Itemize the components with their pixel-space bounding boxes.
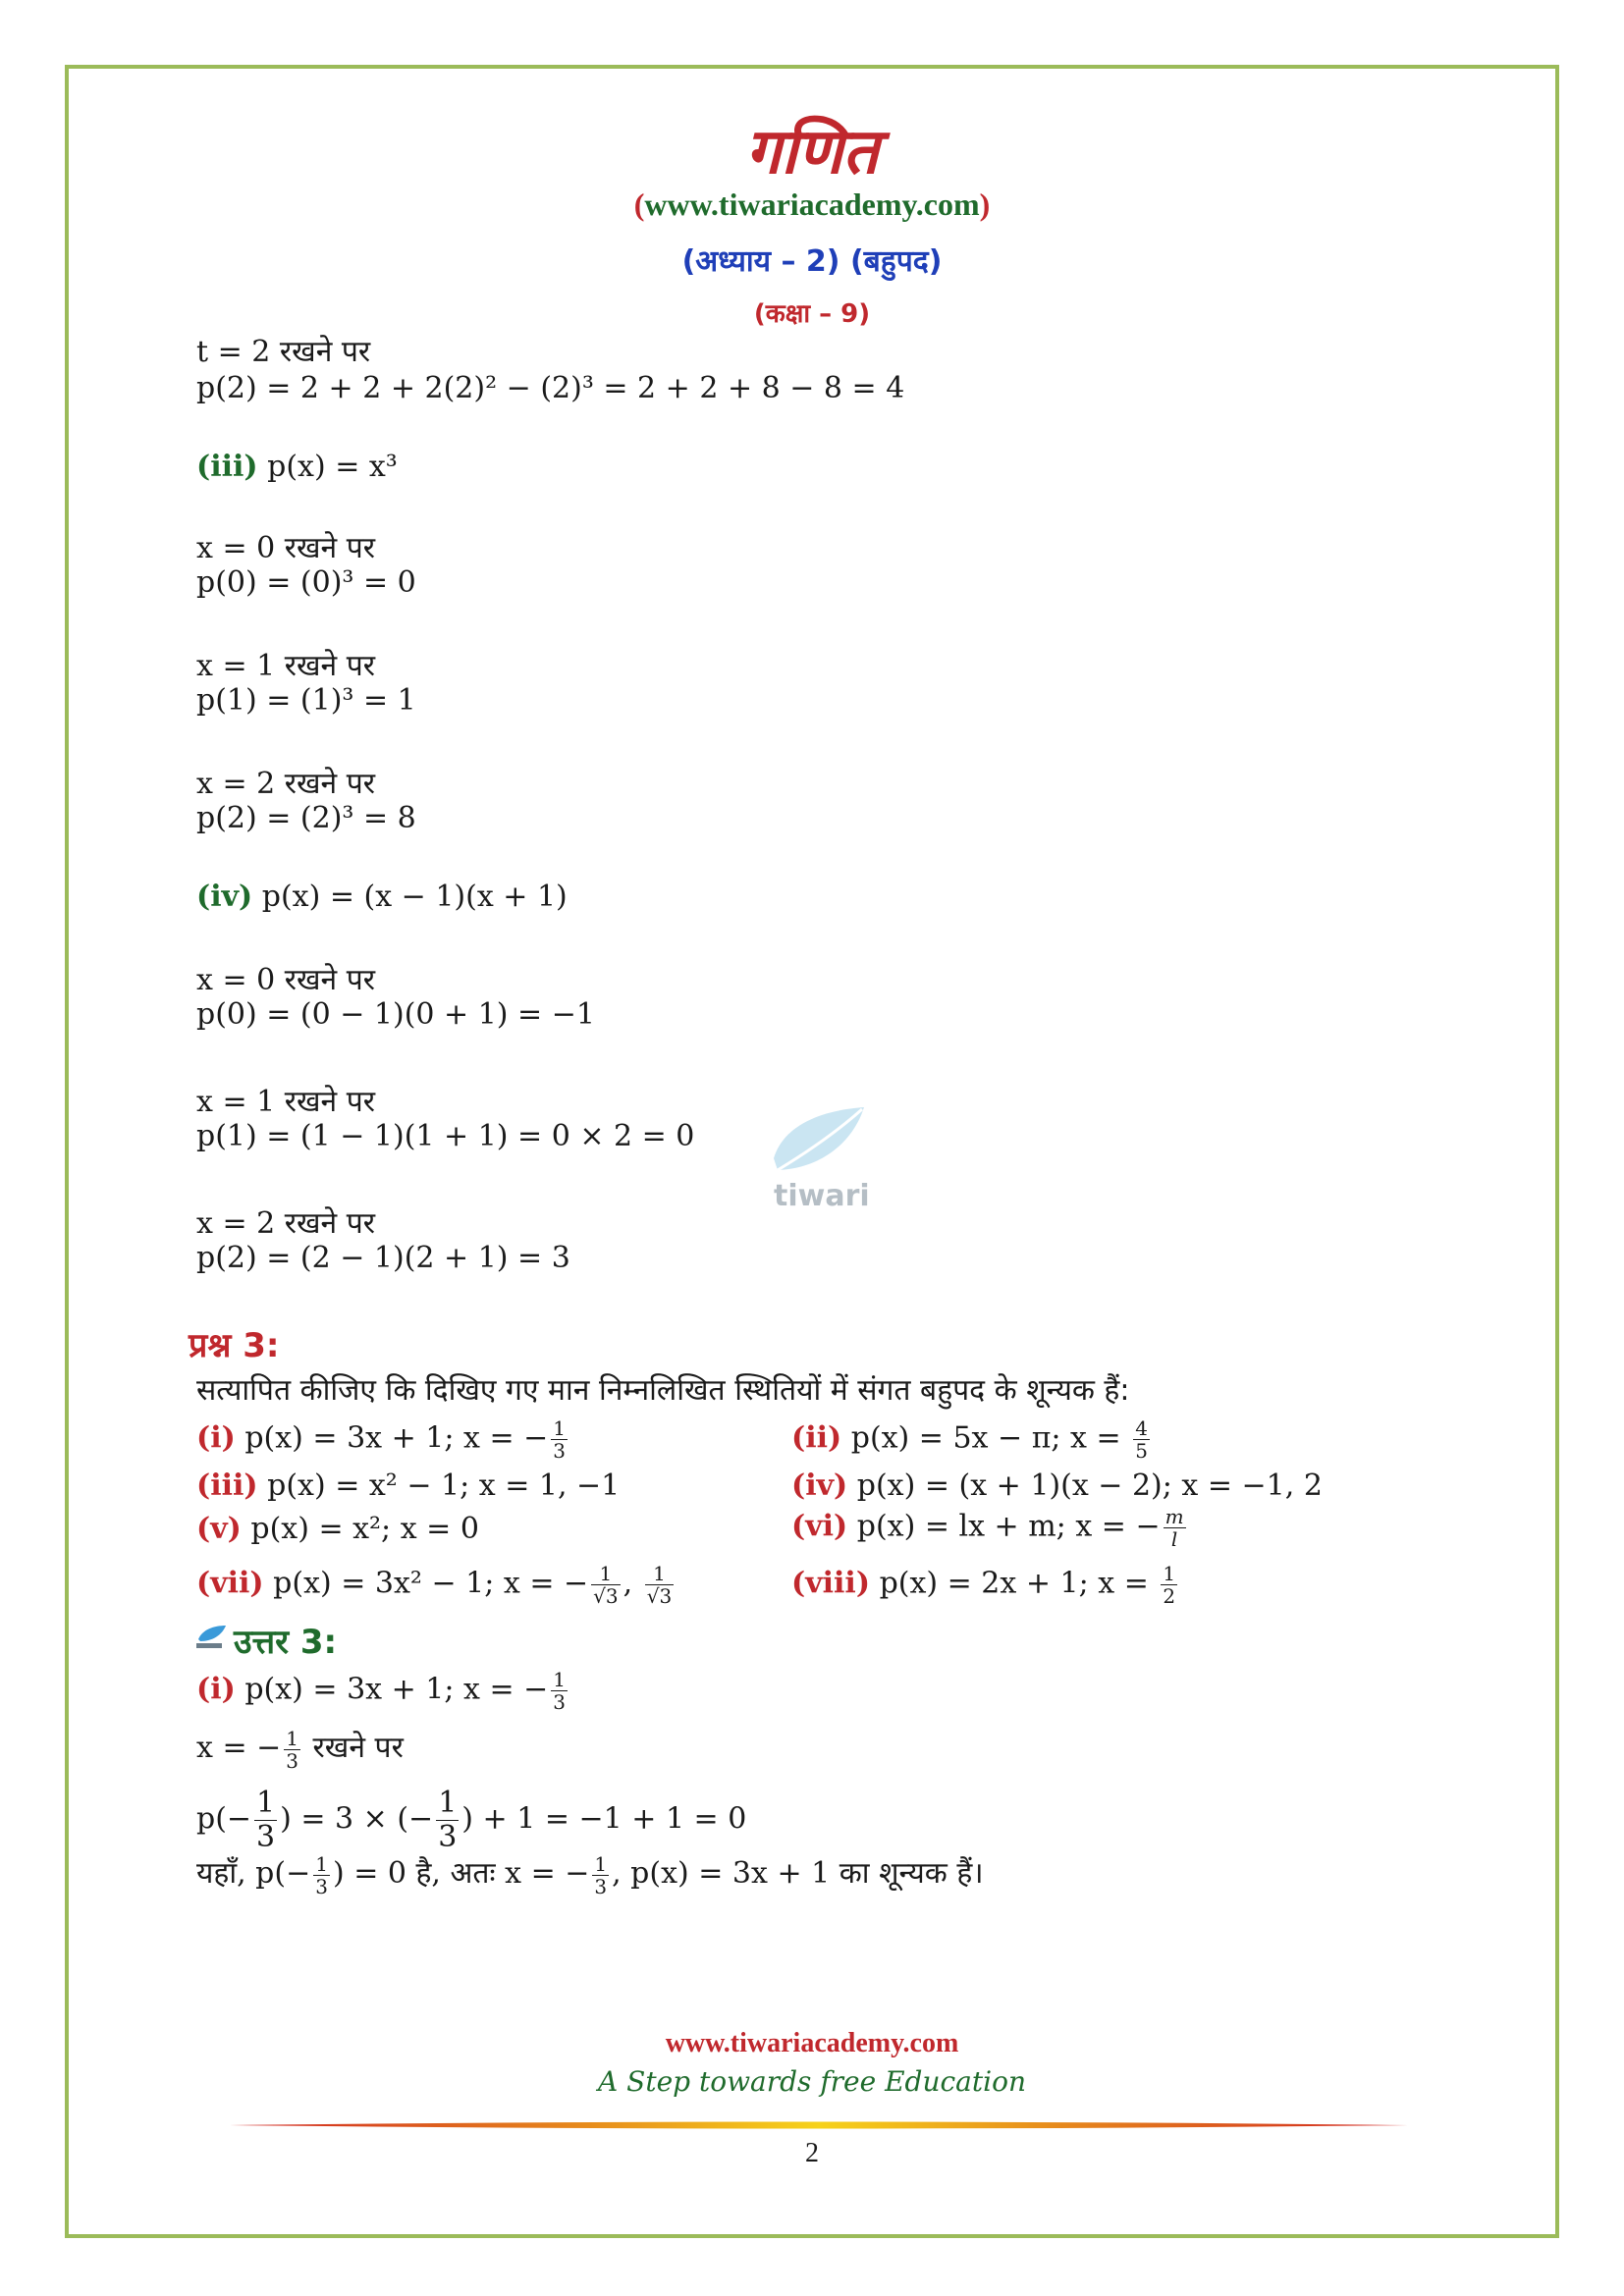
answer-heading: उत्तर 3:	[234, 1623, 338, 1662]
answer-i-label: (i)	[196, 1672, 236, 1707]
class-label: (कक्षा – 9)	[753, 299, 871, 329]
x2-eval-a: p(2) = (2)³ = 8	[196, 801, 416, 835]
q-item-expr: p(x) = 3x + 1; x = −	[244, 1420, 549, 1456]
tiwari-logo-watermark	[756, 1099, 874, 1217]
site-paren-open: (	[633, 187, 645, 222]
q-item-label: (vii)	[196, 1566, 264, 1601]
q-item-v	[196, 1512, 479, 1546]
fraction: $\frac{1}{√3}$	[646, 1562, 673, 1608]
fraction: $\frac{m}{l}$	[1164, 1505, 1184, 1551]
q-item-expr: p(x) = (x + 1)(x − 2); x = −1, 2	[856, 1468, 1323, 1503]
fraction: $\frac{1}{√3}$	[593, 1562, 619, 1608]
q-item-label: (vi)	[791, 1509, 848, 1544]
q-item-label: (viii)	[791, 1566, 871, 1601]
q-item-label: (iv)	[791, 1468, 848, 1503]
q-item-iii	[196, 1468, 620, 1503]
q-item-expr: p(x) = x²; x = 0	[250, 1512, 479, 1546]
question-text: सत्यापित कीजिए कि दिखिए गए मान निम्नलिखित स्थितियों में संगत बहुपद के शून्यक हैं:	[196, 1373, 1130, 1408]
t2-put: t = 2 रखने पर	[196, 335, 371, 369]
page-number: 2	[805, 2138, 819, 2168]
fraction: $\frac{1}{3}$	[286, 1726, 298, 1773]
answer-eval: p(− $\frac{1}{3}$ ) = 3 × (− $\frac{1}{3}$ ) + 1 = −1 + 1 = 0	[196, 1786, 747, 1854]
x0-put-b: x = 0 रखने पर	[196, 963, 376, 997]
logo-text: tiwari	[774, 1179, 870, 1213]
x0-eval-b: p(0) = (0 − 1)(0 + 1) = −1	[196, 997, 595, 1032]
footer-divider	[230, 2120, 1408, 2130]
q-item-iv	[791, 1468, 1323, 1503]
q-item-expr: p(x) = 5x − π; x =	[850, 1420, 1131, 1456]
footer-url: www.tiwariacademy.com	[665, 2028, 959, 2058]
fraction: $\frac{1}{3}$	[553, 1668, 567, 1714]
q-item-vii	[196, 1563, 677, 1607]
chapter-label: (अध्याय – 2) (बहुपद)	[681, 244, 943, 279]
part-iv-label: (iv)	[196, 880, 253, 914]
fraction: $\frac{1}{2}$	[1163, 1562, 1176, 1608]
fraction: $\frac{1}{3}$	[315, 1851, 328, 1898]
x0-eval-a: p(0) = (0)³ = 0	[196, 565, 416, 600]
tiwari-small-logo-icon	[194, 1624, 228, 1651]
part-iii-label: (iii)	[196, 450, 258, 484]
part-iii-poly: p(x) = x³	[267, 450, 398, 484]
x2-put-a: x = 2 रखने पर	[196, 767, 376, 801]
t2-eval: p(2) = 2 + 2 + 2(2)² − (2)³ = 2 + 2 + 8 − 8 = 4	[196, 371, 905, 405]
q-item-expr: p(x) = 3x² − 1; x = −	[273, 1566, 589, 1601]
q-item-expr: p(x) = x² − 1; x = 1, −1	[267, 1468, 621, 1503]
question-heading: प्रश्न 3:	[189, 1326, 280, 1365]
footer-tagline: A Step towards free Education	[598, 2065, 1026, 2098]
fraction: $\frac{1}{3}$	[594, 1851, 608, 1898]
comma: ,	[623, 1566, 633, 1601]
x1-put-a: x = 1 रखने पर	[196, 649, 376, 683]
site-paren-close: )	[979, 187, 991, 222]
q-item-i	[196, 1417, 570, 1462]
fraction: $\frac{1}{3}$	[553, 1416, 567, 1463]
q-item-label: (v)	[196, 1512, 242, 1546]
x0-put-a: x = 0 रखने पर	[196, 531, 376, 565]
q-item-ii	[791, 1417, 1153, 1462]
site-url-header	[0, 187, 1624, 223]
fraction: $\frac{1}{3}$	[256, 1786, 276, 1854]
q-item-expr: p(x) = 2x + 1; x =	[879, 1566, 1159, 1601]
answer-put: x = − $\frac{1}{3}$ रखने पर	[196, 1726, 404, 1773]
fraction: $\frac{1}{3}$	[438, 1786, 458, 1854]
q-item-vi	[791, 1506, 1189, 1550]
part-iv-poly: p(x) = (x − 1)(x + 1)	[261, 880, 568, 914]
q-item-expr: p(x) = lx + m; x = −	[856, 1509, 1161, 1544]
answer-conclusion: यहाँ, p(− $\frac{1}{3}$ ) = 0 है, अतः x = − $\frac{1}{3}$ , p(x) = 3x + 1 का शून्यक हैं।	[196, 1851, 984, 1898]
x1-eval-a: p(1) = (1)³ = 1	[196, 683, 416, 718]
q-item-label: (ii)	[791, 1420, 842, 1456]
fraction: $\frac{4}{5}$	[1135, 1416, 1148, 1463]
x1-eval-b: p(1) = (1 − 1)(1 + 1) = 0 × 2 = 0	[196, 1119, 695, 1153]
q-item-label: (i)	[196, 1420, 236, 1456]
page-title: गणित	[745, 116, 879, 188]
answer-i-expr: p(x) = 3x + 1; x = −	[244, 1672, 549, 1707]
part-iv	[196, 880, 568, 914]
q-item-viii	[791, 1563, 1180, 1607]
x1-put-b: x = 1 रखने पर	[196, 1085, 376, 1119]
x2-put-b: x = 2 रखने पर	[196, 1206, 376, 1241]
q-item-label: (iii)	[196, 1468, 258, 1503]
x2-eval-b: p(2) = (2 − 1)(2 + 1) = 3	[196, 1241, 570, 1275]
site-url: www.tiwariacademy.com	[644, 187, 980, 222]
answer-i	[196, 1669, 570, 1713]
part-iii	[196, 450, 398, 484]
